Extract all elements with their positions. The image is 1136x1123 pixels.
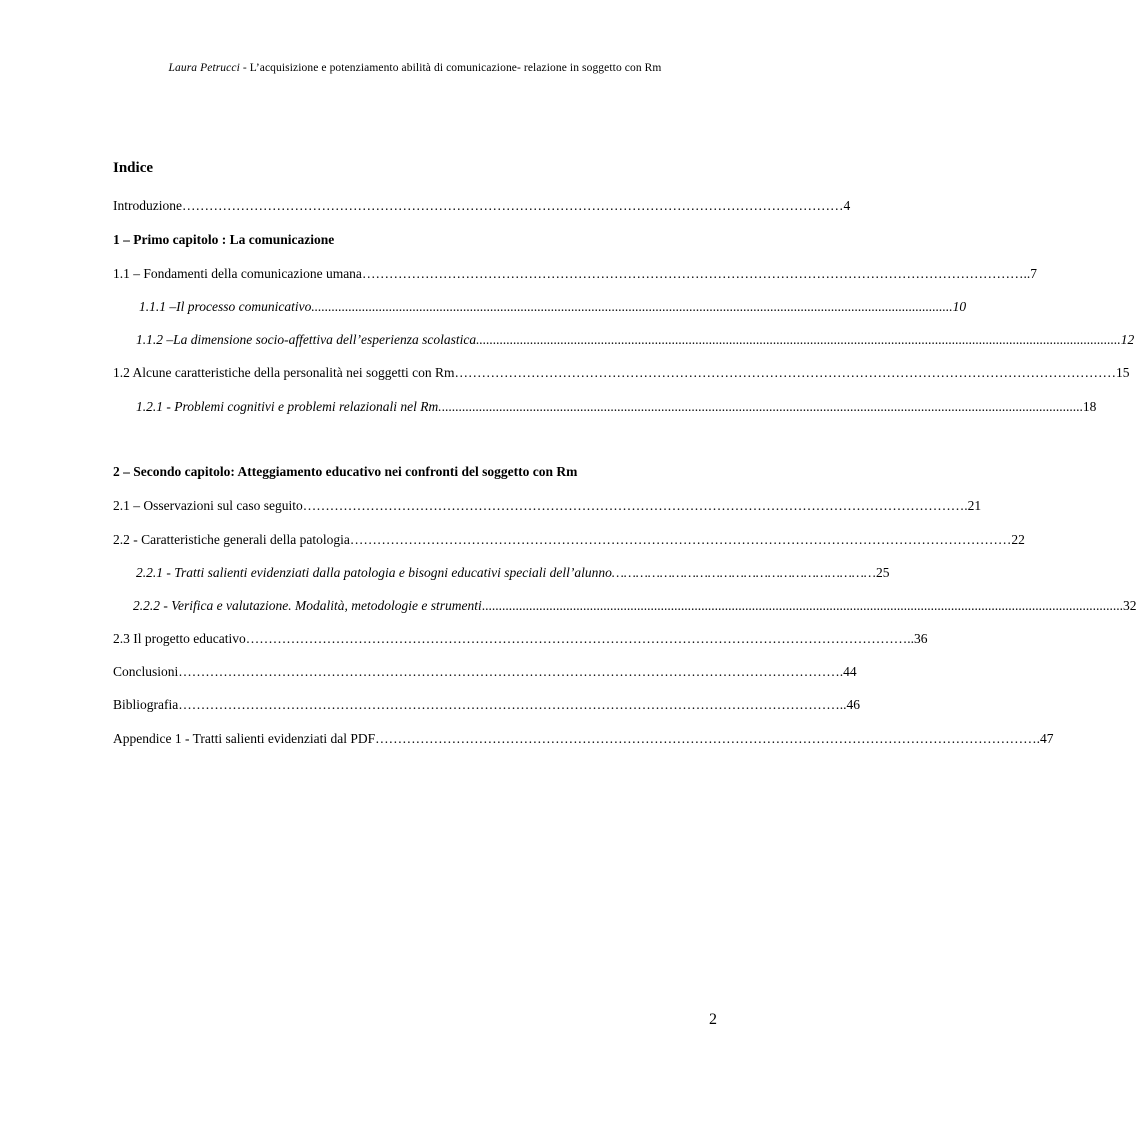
toc-leader-dots: ………………………………………………………………………………………………………………………………… bbox=[181, 198, 844, 213]
toc-entry-page: 32 bbox=[1122, 598, 1136, 613]
toc-chapter-1[interactable]: 1 – Primo capitolo : La comunicazione bbox=[113, 232, 335, 247]
toc-entry-page: 22 bbox=[1011, 532, 1025, 547]
toc-leader-dots: ………………………………………………………………………………………………………………………………… bbox=[178, 664, 840, 679]
toc-leader-dots: ………………………………………………………… bbox=[611, 565, 876, 580]
toc-entry-page: ..7 bbox=[1023, 266, 1037, 281]
toc-leader-dots: ………………………………………………………………………………………………………………………………… bbox=[361, 266, 1024, 281]
page-header bbox=[0, 62, 830, 74]
toc-entry-text: 1.2.1 - Problemi cognitivi e problemi relazionali nel Rm. bbox=[136, 399, 442, 414]
toc-entry-2-1[interactable] bbox=[113, 497, 982, 515]
toc-leader-dots: ………………………………………………………………………………………………………………………………… bbox=[454, 365, 1117, 380]
toc-leader-dots: ………………………………………………………………………………………………………………………………… bbox=[178, 697, 840, 712]
toc-entry-text: 2.2.2 - Verifica e valutazione. Modalità, metodologie e strumenti bbox=[133, 598, 482, 613]
toc-entry-1-1-2[interactable] bbox=[136, 331, 1135, 349]
index-title: Indice bbox=[113, 160, 154, 176]
toc-entry-1-2-1[interactable] bbox=[136, 398, 1097, 416]
toc-entry-bibliografia[interactable] bbox=[113, 696, 860, 714]
page-number: 2 bbox=[709, 1011, 717, 1028]
toc-leader-dots: .............................................................................................................................................................................................. bbox=[311, 299, 953, 314]
toc-entry-page: 12 bbox=[1120, 332, 1135, 347]
toc-entry-text: 1.1.2 –La dimensione socio-affettiva dell’esperienza scolastica. bbox=[136, 332, 480, 347]
toc-entry-page: .21 bbox=[964, 498, 982, 513]
toc-entry-page: 18 bbox=[1082, 399, 1097, 414]
toc-entry-text: 2.1 – Osservazioni sul caso seguito bbox=[113, 498, 303, 513]
toc-leader-dots: ………………………………………………………………………………………………………………………………… bbox=[375, 731, 1037, 746]
toc-entry-text: Bibliografia bbox=[113, 697, 179, 712]
toc-entry-2-3[interactable] bbox=[113, 630, 928, 648]
toc-entry-page: 15 bbox=[1116, 365, 1130, 380]
toc-entry-page: .44 bbox=[839, 664, 857, 679]
toc-entry-2-2[interactable] bbox=[113, 531, 1025, 549]
toc-entry-2-2-2[interactable] bbox=[133, 597, 1136, 615]
toc-leader-dots: ………………………………………………………………………………………………………………………………… bbox=[245, 631, 908, 646]
toc-entry-page: ..46 bbox=[839, 697, 860, 712]
toc-entry-page: .47 bbox=[1036, 731, 1054, 746]
toc-entry-1-1[interactable] bbox=[113, 265, 1037, 283]
toc-entry-page: 25 bbox=[875, 565, 890, 580]
toc-entry-page: 10 bbox=[952, 299, 967, 314]
toc-entry-page: ..36 bbox=[907, 631, 928, 646]
toc-entry-appendice[interactable] bbox=[113, 730, 1054, 748]
toc-entry-text: 1.1 – Fondamenti della comunicazione umana bbox=[113, 266, 362, 281]
toc-leader-dots: .............................................................................................................................................................................................. bbox=[479, 332, 1121, 347]
toc-entry-text: Appendice 1 - Tratti salienti evidenziati dal PDF bbox=[113, 731, 376, 746]
header-author: Laura Petrucci bbox=[168, 62, 240, 74]
toc-entry-page: 4 bbox=[843, 198, 851, 213]
toc-entry-1-1-1[interactable] bbox=[139, 298, 967, 316]
toc-entry-text: 1.1.1 –Il processo comunicativo bbox=[139, 299, 312, 314]
toc-entry-text: Introduzione bbox=[113, 198, 182, 213]
toc-entry-conclusioni[interactable] bbox=[113, 663, 857, 681]
toc-entry-text: 1.2 Alcune caratteristiche della personalità nei soggetti con Rm bbox=[113, 365, 455, 380]
toc-entry-text: 2.2.1 - Tratti salienti evidenziati dalla patologia e bisogni educativi speciali dell’alunno bbox=[136, 565, 612, 580]
toc-entry-text: 2.3 Il progetto educativo bbox=[113, 631, 246, 646]
toc-entry-text: 2.2 - Caratteristiche generali della patologia bbox=[113, 532, 350, 547]
toc-leader-dots: ………………………………………………………………………………………………………………………………… bbox=[349, 532, 1012, 547]
toc-chapter-2[interactable]: 2 – Secondo capitolo: Atteggiamento educativo nei confronti del soggetto con Rm bbox=[113, 464, 578, 479]
toc-entry-text: Conclusioni bbox=[113, 664, 179, 679]
toc-entry-introduzione[interactable] bbox=[113, 197, 851, 215]
toc-leader-dots: ………………………………………………………………………………………………………………………………… bbox=[302, 498, 965, 513]
toc-leader-dots: .............................................................................................................................................................................................. bbox=[481, 598, 1123, 613]
header-subtitle: - L’acquisizione e potenziamento abilità di comunicazione- relazione in soggetto con Rm bbox=[239, 62, 662, 74]
toc-leader-dots: .............................................................................................................................................................................................. bbox=[441, 399, 1083, 414]
toc-entry-1-2[interactable] bbox=[113, 364, 1130, 382]
toc-entry-2-2-1[interactable] bbox=[136, 564, 890, 582]
